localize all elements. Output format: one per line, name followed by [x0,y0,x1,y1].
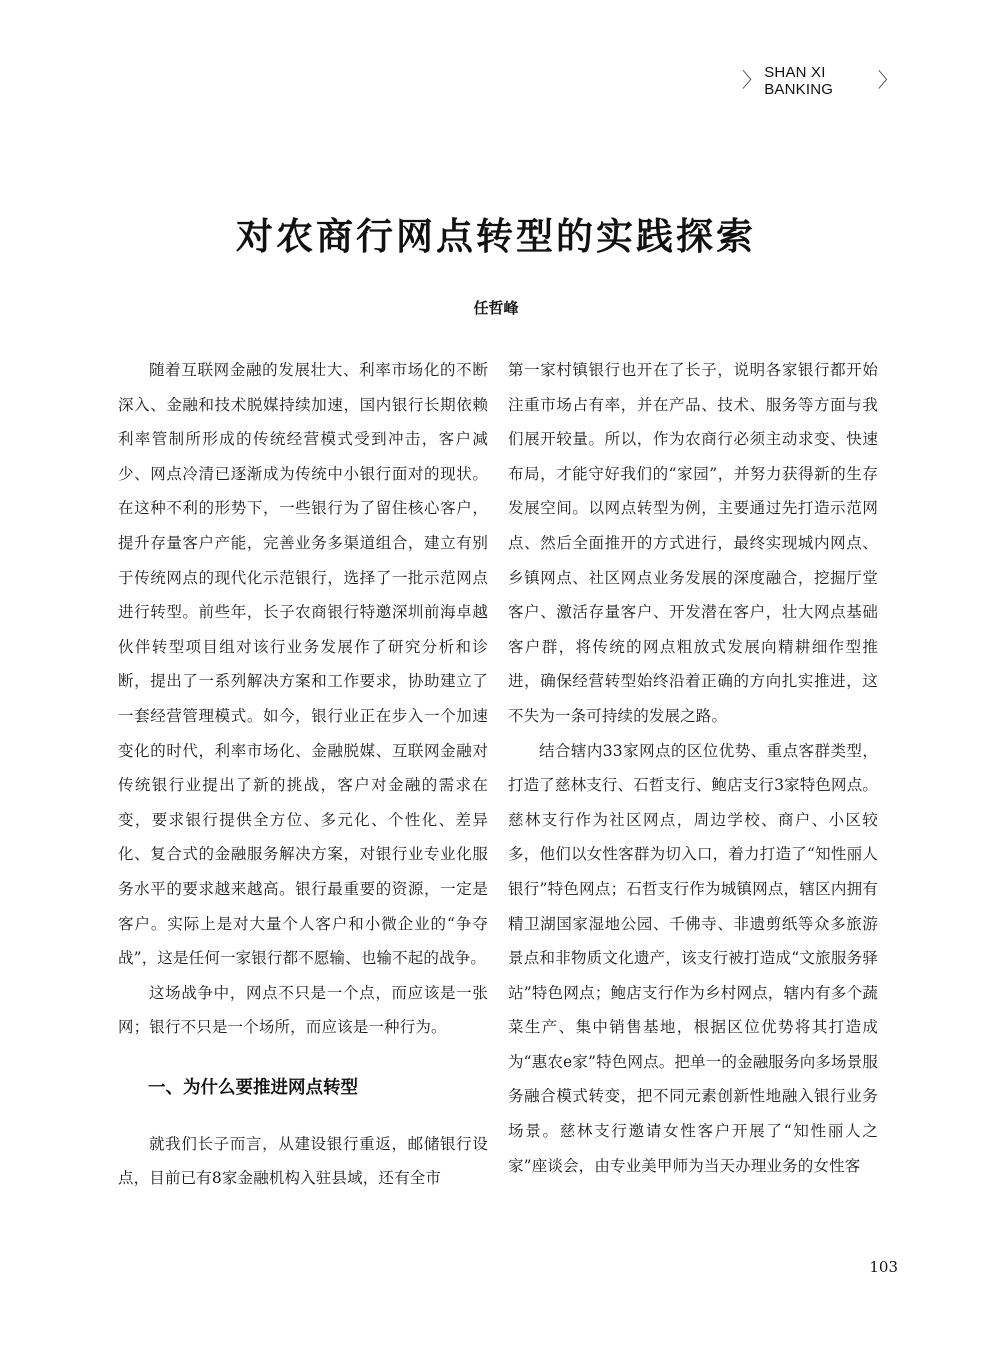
left-column [118,353,488,1196]
paragraph: 随着互联网金融的发展壮大、利率市场化的不断深入、金融和技术脱媒持续加速，国内银行长期依赖利率管制所形成的传统经营模式受到冲击，客户减少、网点冷清已逐渐成为传统中小银行面对的现状。在这种不利的形势下，一些银行为了留住核心客户，提升存量客户产能，完善业务多渠道组合，建立有别于传统网点的现代化示范银行，选择了一批示范网点进行转型。前些年，长子农商银行特邀深圳前海卓越伙伴转型项目组对该行业务发展作了研究分析和诊断，提出了一系列解决方案和工作要求，协助建立了一套经营管理模式。如今，银行业正在步入一个加速变化的时代，利率市场化、金融脱媒、互联网金融对传统银行业提出了新的挑战，客户对金融的需求在变，要求银行提供全方位、多元化、个性化、差异化、复合式的金融服务解决方案，对银行业专业化服务水平的要求越来越高。银行最重要的资源，一定是客户。实际上是对大量个人客户和小微企业的“争夺战”，这是任何一家银行都不愿输、也输不起的战争。 [118,361,488,968]
paragraph: 第一家村镇银行也开在了长子，说明各家银行都开始注重市场占有率，并在产品、技术、服务等方面与我们展开较量。所以，作为农商行必须主动求变、快速布局，才能守好我们的“家园”，并努力获得新的生存发展空间。以网点转型为例，主要通过先打造示范网点、然后全面推开的方式进行，最终实现城内网点、乡镇网点、社区网点业务发展的深度融合，挖掘厅堂客户、激活存量客户、开发潜在客户，壮大网点基础客户群，将传统的网点粗放式发展向精耕细作型推进，确保经营转型始终沿着正确的方向扎实推进，这不失为一条可持续的发展之路。 [508,361,878,725]
paragraph: 结合辖内33家网点的区位优势、重点客群类型，打造了慈林支行、石哲支行、鲍店支行3家特色网点。慈林支行作为社区网点，周边学校、商户、小区较多，他们以女性客群为切入口，着力打造了“知性丽人银行”特色网点；石哲支行作为城镇网点，辖区内拥有精卫湖国家湿地公园、千佛寺、非遗剪纸等众多旅游景点和非物质文化遗产，该支行被打造成“文旅服务驿站”特色网点；鲍店支行作为乡村网点，辖内有多个蔬菜生产、集中销售基地，根据区位优势将其打造成为“惠农e家”特色网点。把单一的金融服务向多场景服务融合模式转变，把不同元素创新性地融入银行业务场景。慈林支行邀请女性客户开展了“知性丽人之家”座谈会，由专业美甲师为当天办理业务的女性客 [508,741,878,1175]
paragraph: 就我们长子而言，从建设银行重返，邮储银行设点，目前已有8家金融机构入驻县域，还有全市 [118,1134,488,1188]
left-bracket-icon: 〉 [742,70,763,92]
page-number: 103 [869,1258,898,1276]
right-column [508,353,878,1183]
section-heading: 一、为什么要推进网点转型 [148,1077,358,1098]
paragraph: 这场战争中，网点不只是一个点，而应该是一张网；银行不只是一个场所，而应该是一种行为。 [118,983,488,1037]
journal-tag-label: SHAN XI BANKING [764,64,834,98]
article-title: 对农商行网点转型的实践探索 [236,214,756,258]
article-author: 任哲峰 [473,299,519,317]
journal-tag [740,64,900,98]
right-bracket-icon: 〉 [877,70,898,92]
